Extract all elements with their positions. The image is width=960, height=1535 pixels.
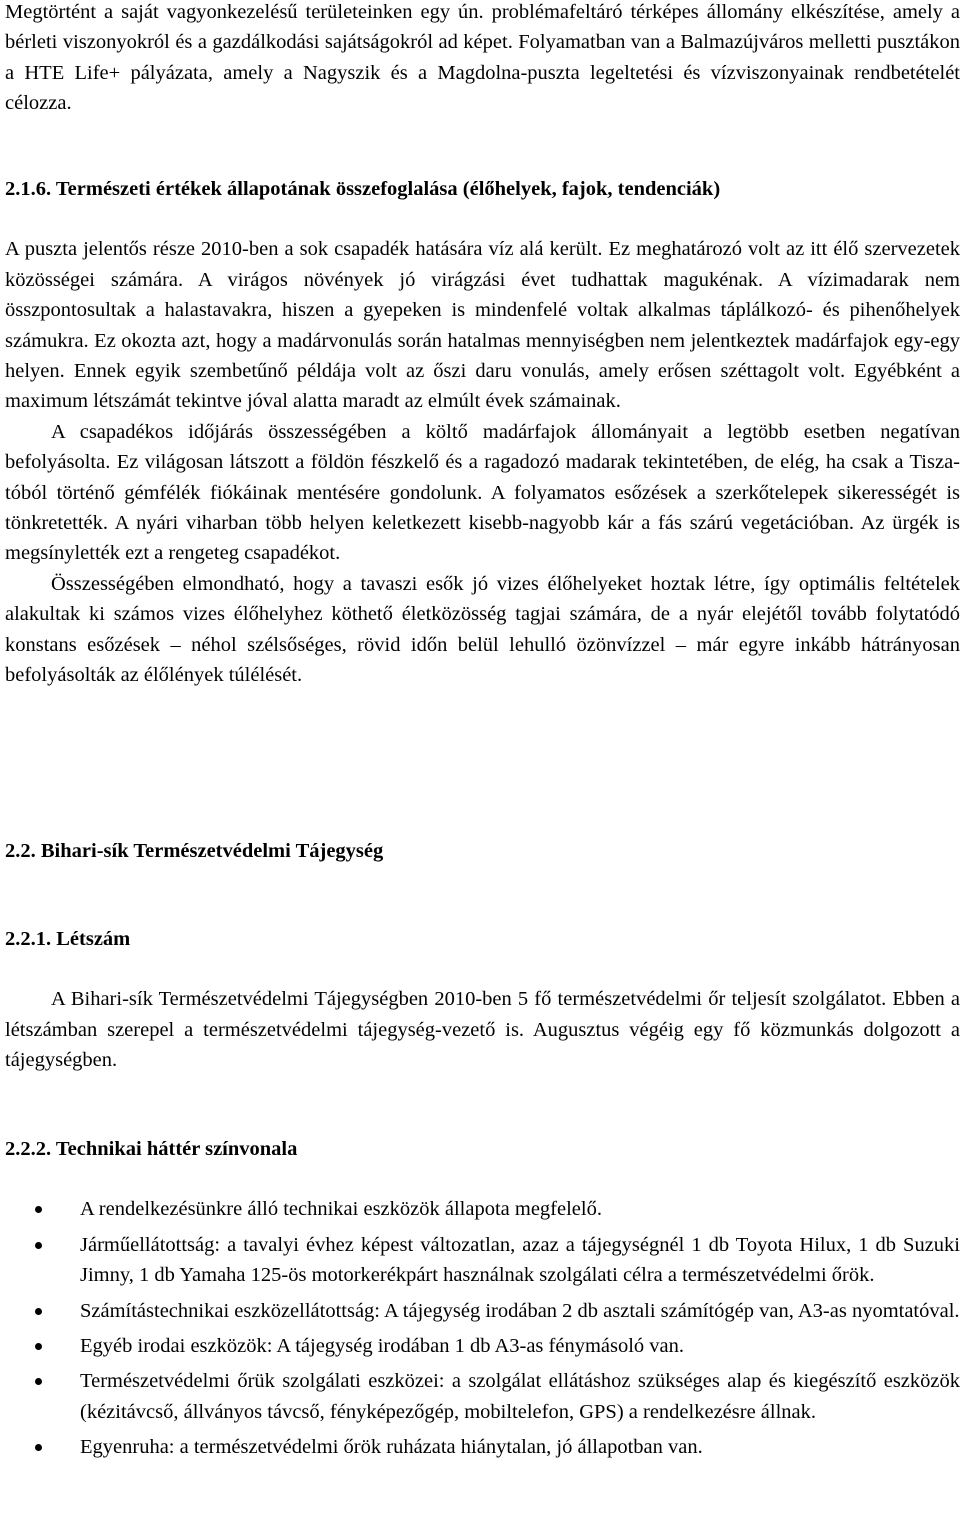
list-item-text: Számítástechnikai eszközellátottság: A tájegység irodában 2 db asztali számítógép van, A3-as nyomtatóval. [80,1299,960,1322]
section-2-2-2 [5,1134,960,1468]
list-item-text: Egyenruha: a természetvédelmi őrök ruházata hiánytalan, jó állapotban van. [80,1436,703,1459]
section-2-2 [5,836,960,866]
list-item-text: A rendelkezésünkre álló technikai eszközök állapota megfelelő. [80,1198,602,1221]
section-2-2-1 [5,924,960,1076]
bullet-icon [35,1444,42,1451]
list-item [5,1366,960,1427]
section-heading-2-1-6: 2.1.6. Természeti értékek állapotának összefoglalása (élőhelyek, fajok, tendenciák) [5,178,721,200]
body-paragraph: A Bihari-sík Természetvédelmi Tájegységben 2010-ben 5 fő természetvédelmi őr teljesít szolgálatot. Ebben a létszámban szerepel a természetvédelmi tájegység-vezető is. Augusztus végéig egy fő közmunkás dolgozott a tájegységben. [5,988,960,1072]
equipment-bullet-list [5,1194,960,1462]
list-item-text: Természetvédelmi őrük szolgálati eszközei: a szolgálat ellátáshoz szükséges alap és kiegészítő eszközök (kézitávcső, állványos távcső, fényképezőgép, mobiltelefon, GPS) a rendelkezésre állnak. [80,1370,960,1423]
list-item-text: Járműellátottság: a tavalyi évhez képest változatlan, azaz a tájegységnél 1 db Toyota Hilux, 1 db Suzuki Jimny, 1 db Yamaha 125-ös motorkerékpárt használnak szolgálati célra a természetvédelmi őrök. [80,1233,960,1287]
bullet-icon [35,1242,42,1249]
bullet-icon [35,1378,42,1385]
list-item [5,1194,960,1224]
bullet-icon [35,1206,42,1213]
bullet-icon [35,1308,42,1315]
intro-block [5,0,960,119]
list-item [5,1296,960,1326]
list-item-text: Egyéb irodai eszközök: A tájegység irodában 1 db A3-as fénymásoló van. [80,1335,685,1358]
section-heading-2-2-2: 2.2.2. Technikai háttér színvonala [5,1138,298,1160]
section-2-1-6 [5,174,960,691]
intro-paragraph: Megtörtént a saját vagyonkezelésű területeinken egy ún. problémafeltáró térképes állomány elkészítése, amely a bérleti viszonyokról és a gazdálkodási sajátságokról ad képet. Folyamatban van a Balmazújváros melletti pusztákon a HTE Life+ pályázata, amely a Nagyszik és a Magdolna-puszta legeltetési és vízviszonyainak rendbetételét célozza. [5,1,960,115]
section-heading-2-2-1: 2.2.1. Létszám [5,928,131,950]
body-paragraph: A puszta jelentős része 2010-ben a sok csapadék hatására víz alá került. Ez meghatározó volt az itt élő szervezetek közösségei számára. A virágos növények jó virágzási évet tudhattak magukénak. A vízimadarak nem összpontosultak a halastavakra, hiszen a gyepeken is mindenfelé voltak alkalmas táplálkozó- és pihenőhelyek számukra. Ez okozta azt, hogy a madárvonulás során hatalmas mennyiségben nem jelentkeztek madárfajok egy-egy helyen. Ennek egyik szembetűnő példája volt az őszi daru vonulás, amely erősen széttagolt volt. Egyébként a maximum létszámát tekintve jóval alatta maradt az elmúlt évek számainak. [5,238,960,413]
list-item [5,1432,960,1462]
list-item [5,1331,960,1361]
body-paragraph: A csapadékos időjárás összességében a költő madárfajok állományait a legtöbb esetben negatívan befolyásolta. Ez világosan látszott a földön fészkelő és a ragadozó madarak tekintetében, de elég, ha csak a Tisza-tóból történő gémfélék fiókáinak mentésére gondolunk. A folyamatos esőzések a szerkőtelepek sikerességét is tönkretették. A nyári viharban több helyen keletkezett kisebb-nagyobb kár a fás szárú vegetációban. Az ürgék is megsínylették ezt a rengeteg csapadékot. [5,420,960,565]
body-paragraph: Összességében elmondható, hogy a tavaszi esők jó vizes élőhelyeket hoztak létre, így optimális feltételek alakultak ki számos vizes élőhelyhez köthető életközösség tagjai számára, de a nyár elejétől tovább folytatódó konstans esőzések – néhol szélsőséges, rövid időn belül lehulló özönvízzel – már egyre inkább hátrányosan befolyásolták az élőlények túlélését. [5,572,960,687]
list-item [5,1230,960,1291]
section-heading-2-2: 2.2. Bihari-sík Természetvédelmi Tájegység [5,840,384,862]
bullet-icon [35,1343,42,1350]
